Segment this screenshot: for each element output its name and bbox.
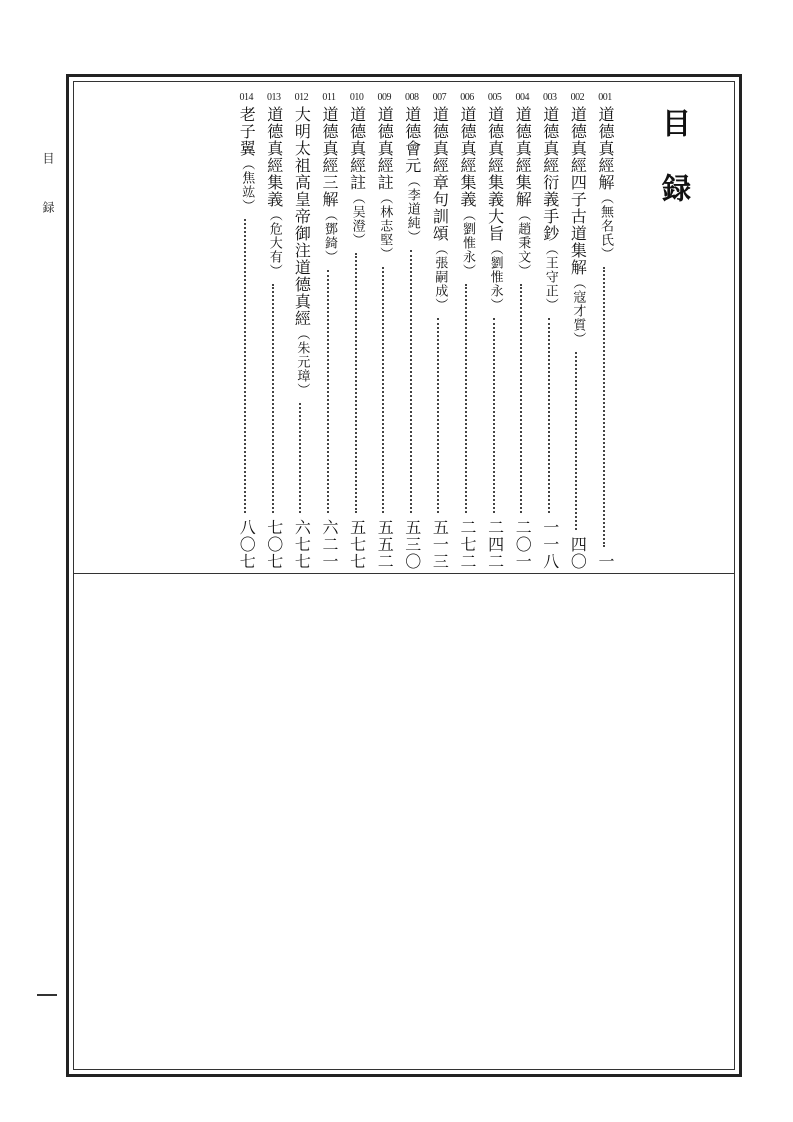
entry-title-text: 道德真經集義大旨: [485, 106, 505, 242]
entry-author: （劉惟永）: [460, 208, 475, 278]
entry-author: （劉惟永）: [487, 242, 503, 312]
leader-dots: [575, 352, 577, 530]
toc-entry[interactable]: [261, 92, 287, 570]
entry-title-text: 道德真經註: [347, 106, 367, 191]
leader-dots: [410, 250, 412, 513]
toc-entry[interactable]: [426, 92, 452, 570]
entry-page-number: 二〇一: [513, 519, 533, 570]
entry-page-number: 五三〇: [402, 519, 422, 570]
entry-number: 011: [322, 92, 336, 103]
side-label-mu: 目: [41, 152, 55, 164]
leader-dots: [520, 284, 522, 513]
entry-title: [288, 106, 314, 397]
entry-author: （焦竑）: [239, 157, 255, 213]
entry-title-text: 道德真經章句訓頌: [430, 106, 450, 242]
entry-title: [261, 106, 287, 278]
entry-title-text: 道德真經四子古道集解: [568, 106, 588, 276]
entry-title-text: 老子翼: [237, 106, 257, 157]
entry-author: （張嗣成）: [432, 242, 448, 312]
entry-page-number: 二七二: [458, 519, 477, 570]
entry-number: 014: [239, 92, 253, 103]
entry-title: [564, 106, 590, 346]
toc-entry[interactable]: [564, 92, 590, 570]
table-of-contents: [228, 92, 618, 570]
entry-title: [592, 106, 618, 261]
entry-number: 010: [349, 92, 364, 103]
toc-entry[interactable]: [509, 92, 535, 570]
entry-title-text: 道德真經集義: [458, 106, 477, 208]
entry-number: 012: [294, 92, 309, 103]
entry-title: [371, 106, 397, 261]
entry-title-text: 道德真經衍義手鈔: [540, 106, 560, 242]
entry-title-text: 道德真經集義: [264, 106, 284, 208]
entry-number: 007: [432, 92, 447, 103]
frame-divider: [73, 573, 735, 574]
toc-entry[interactable]: [233, 92, 259, 570]
entry-author: （朱元璋）: [294, 327, 310, 397]
toc-entry[interactable]: [344, 92, 370, 570]
leader-dots: [355, 253, 357, 513]
entry-author: （危大有）: [266, 208, 282, 278]
entry-page-number: 五一三: [430, 519, 450, 570]
entry-title: [509, 106, 535, 278]
entry-title: [344, 106, 370, 247]
entry-author: （林志堅）: [377, 191, 393, 261]
leader-dots: [299, 403, 301, 513]
toc-entry[interactable]: [288, 92, 314, 570]
entry-title: [454, 106, 480, 278]
entry-number: 002: [570, 92, 585, 103]
entry-number: 001: [598, 92, 612, 103]
entry-page-number: 五七七: [347, 519, 367, 570]
entry-title: [399, 106, 425, 244]
entry-title-text: 道德真經集解: [513, 106, 533, 208]
entry-author: （吴澄）: [349, 191, 365, 247]
entry-title: [426, 106, 452, 312]
entry-author: （趙秉文）: [515, 208, 531, 278]
leader-dots: [465, 284, 467, 513]
leader-dots: [244, 219, 246, 513]
entry-number: 008: [405, 92, 419, 103]
entry-page-number: 一: [596, 553, 615, 570]
leader-dots: [548, 318, 550, 513]
entry-page-number: 四〇: [568, 536, 588, 570]
toc-entry[interactable]: [454, 92, 480, 570]
margin-mark: [37, 994, 57, 996]
toc-entry[interactable]: [537, 92, 563, 570]
entry-author: （寇才質）: [570, 276, 586, 346]
entry-author: （鄧錡）: [322, 208, 337, 264]
entry-page-number: 七〇七: [264, 519, 284, 570]
leader-dots: [327, 270, 329, 513]
entry-page-number: 二四二: [485, 519, 505, 570]
entry-page-number: 六七七: [292, 519, 312, 570]
entry-author: （王守正）: [542, 242, 558, 312]
side-label-lu: 録: [41, 201, 55, 213]
entry-number: 013: [267, 92, 281, 103]
entry-title: [233, 106, 259, 213]
entry-page-number: 六二一: [320, 519, 339, 570]
toc-entry[interactable]: [399, 92, 425, 570]
entry-title-text: 道德真經解: [596, 106, 615, 191]
toc-entry[interactable]: [592, 92, 618, 570]
toc-entry[interactable]: [316, 92, 342, 570]
entry-title-text: 道德真經三解: [320, 106, 339, 208]
toc-entry[interactable]: [371, 92, 397, 570]
entry-author: （李道純）: [404, 174, 420, 244]
leader-dots: [493, 318, 495, 513]
entry-number: 009: [377, 92, 391, 103]
entry-page-number: 五五二: [375, 519, 395, 570]
entry-title-text: 大明太祖高皇帝御注道德真經: [292, 106, 312, 327]
entry-number: 003: [543, 92, 557, 103]
entry-author: （無名氏）: [598, 191, 613, 261]
entry-page-number: 一一八: [540, 519, 560, 570]
entry-title-text: 道德真經註: [375, 106, 395, 191]
entry-number: 005: [487, 92, 502, 103]
entry-title: [316, 106, 342, 264]
entry-title: [482, 106, 508, 312]
leader-dots: [437, 318, 439, 513]
entry-title-text: 道德會元: [402, 106, 422, 174]
page-title: 目録: [658, 108, 692, 238]
entry-page-number: 八〇七: [237, 519, 257, 570]
toc-entry[interactable]: [482, 92, 508, 570]
leader-dots: [382, 267, 384, 513]
leader-dots: [272, 284, 274, 513]
leader-dots: [603, 267, 605, 547]
entry-number: 006: [460, 92, 474, 103]
entry-number: 004: [515, 92, 529, 103]
entry-title: [537, 106, 563, 312]
